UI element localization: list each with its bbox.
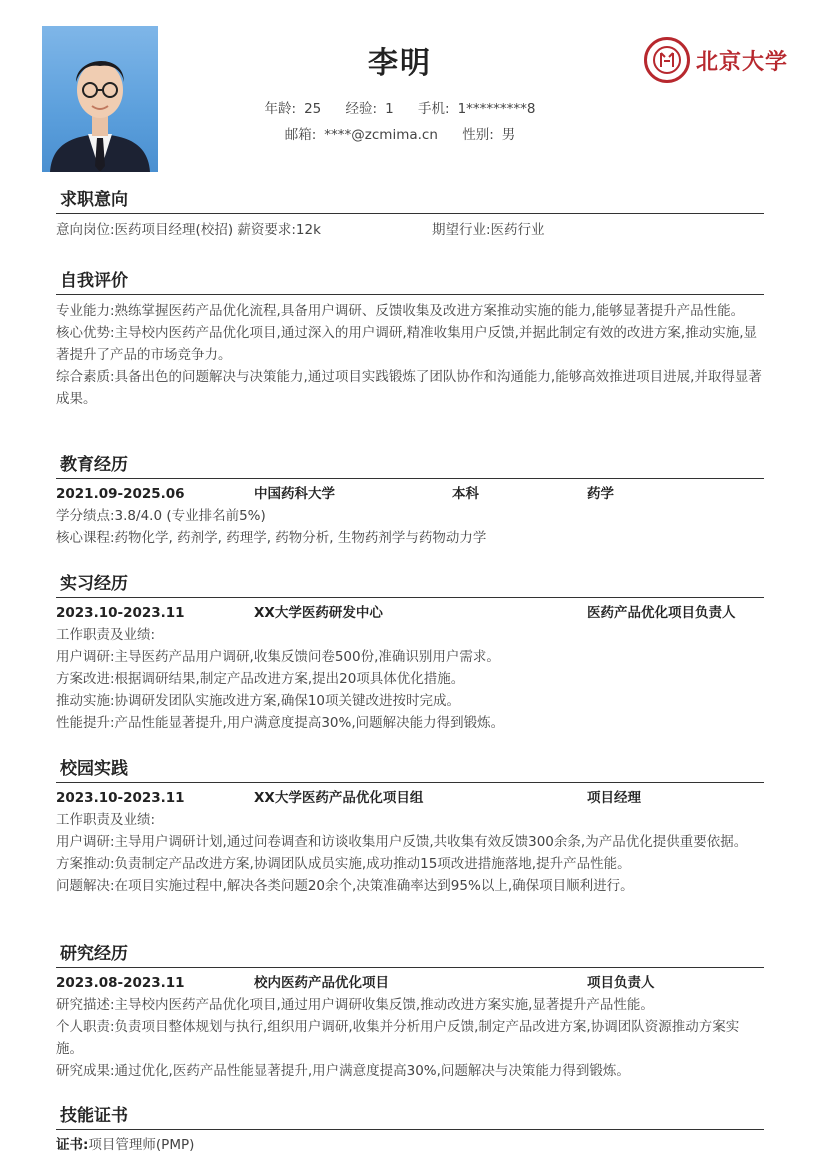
- university-logo: [644, 36, 794, 84]
- section-title: 技能证书: [60, 1106, 128, 1126]
- section-divider: [56, 213, 764, 214]
- campus-item: 问题解决:在项目实施过程中,解决各类问题20余个,决策准确率达到95%以上,确保项目顺利进行。: [56, 878, 634, 894]
- university-logo-text: 北京大学: [696, 48, 789, 75]
- section-divider: [56, 782, 764, 783]
- internship-role: 医药产品优化项目负责人: [587, 605, 736, 621]
- research-header-row: [56, 972, 764, 994]
- section-title: 教育经历: [60, 455, 128, 475]
- internship-header-row: [56, 602, 764, 624]
- intent-industry: 期望行业:医药行业: [432, 222, 545, 238]
- section-title: 自我评价: [60, 271, 128, 291]
- internship-item: 推动实施:协调研发团队实施改进方案,确保10项关键改进按时完成。: [56, 693, 461, 709]
- education-degree: 本科: [452, 486, 479, 502]
- education-header-row: [56, 483, 764, 505]
- internship-org: XX大学医药研发中心: [254, 605, 383, 621]
- section-campus-practice: [56, 757, 764, 897]
- section-divider: [56, 294, 764, 295]
- section-education: [56, 453, 764, 549]
- internship-item: 性能提升:产品性能显著提升,用户满意度提高30%,问题解决能力得到锻炼。: [56, 715, 505, 731]
- intent-position: 意向岗位:医药项目经理(校招) 薪资要求:12k: [56, 222, 321, 238]
- research-period: 2023.08-2023.11: [56, 975, 185, 991]
- education-item: 核心课程:药物化学, 药剂学, 药理学, 药物分析, 生物药剂学与药物动力学: [56, 530, 487, 546]
- section-skills: [56, 1104, 764, 1156]
- section-title: 实习经历: [60, 574, 128, 594]
- phone-field: 手机: 1*********8: [418, 101, 536, 117]
- education-school: 中国药科大学: [254, 486, 335, 502]
- contact-info-row: [0, 123, 800, 143]
- section-divider: [56, 478, 764, 479]
- campus-header-row: [56, 787, 764, 809]
- education-period: 2021.09-2025.06: [56, 486, 185, 502]
- internship-item: 工作职责及业绩:: [56, 627, 156, 643]
- self-eval-item: 综合素质:具备出色的问题解决与决策能力,通过项目实践锻炼了团队协作和沟通能力,能够高效推进项目进展,并取得显著成果。: [56, 369, 762, 407]
- self-eval-item: 核心优势:主导校内医药产品优化项目,通过深入的用户调研,精准收集用户反馈,并据此制定有效的改进方案,推动实施,显著提升了产品的市场竞争力。: [56, 325, 758, 363]
- section-divider: [56, 967, 764, 968]
- research-role: 项目负责人: [587, 975, 655, 991]
- campus-role: 项目经理: [587, 790, 641, 806]
- research-project: 校内医药产品优化项目: [254, 975, 389, 991]
- experience-field: 经验: 1: [345, 101, 394, 117]
- campus-item: 方案推动:负责制定产品改进方案,协调团队成员实施,成功推动15项改进措施落地,提升产品性能。: [56, 856, 631, 872]
- section-research: [56, 942, 764, 1082]
- email-field: 邮箱: ****@zcmima.cn: [284, 127, 438, 143]
- cert-label: 证书:: [56, 1137, 89, 1153]
- university-seal-icon: [644, 37, 690, 83]
- campus-period: 2023.10-2023.11: [56, 790, 185, 806]
- internship-item: 方案改进:根据调研结果,制定产品改进方案,提出20项具体优化措施。: [56, 671, 465, 687]
- research-item: 研究成果:通过优化,医药产品性能显著提升,用户满意度提高30%,问题解决与决策能力得到锻炼。: [56, 1063, 630, 1079]
- candidate-name: 李明: [368, 46, 432, 81]
- section-title: 求职意向: [60, 190, 128, 210]
- section-job-intent: [56, 188, 764, 241]
- campus-item: 用户调研:主导用户调研计划,通过问卷调查和访谈收集用户反馈,共收集有效反馈300余条,为产品优化提供重要依据。: [56, 834, 748, 850]
- section-title: 校园实践: [60, 759, 128, 779]
- research-item: 个人职责:负责项目整体规划与执行,组织用户调研,收集并分析用户反馈,制定产品改进方案,协调团队资源推动方案实施。: [56, 1019, 740, 1057]
- basic-info-row: [0, 97, 800, 117]
- self-eval-item: 专业能力:熟练掌握医药产品优化流程,具备用户调研、反馈收集及改进方案推动实施的能力,能够显著提升产品性能。: [56, 303, 745, 319]
- section-divider: [56, 1129, 764, 1130]
- gender-field: 性别: 男: [462, 127, 516, 143]
- cert-value: 项目管理师(PMP): [88, 1137, 195, 1153]
- section-divider: [56, 597, 764, 598]
- internship-item: 用户调研:主导医药产品用户调研,收集反馈问卷500份,准确识别用户需求。: [56, 649, 500, 665]
- campus-org: XX大学医药产品优化项目组: [254, 790, 424, 806]
- education-major: 药学: [587, 486, 614, 502]
- campus-item: 工作职责及业绩:: [56, 812, 156, 828]
- section-self-evaluation: [56, 269, 764, 410]
- age-field: 年龄: 25: [264, 101, 322, 117]
- internship-period: 2023.10-2023.11: [56, 605, 185, 621]
- research-item: 研究描述:主导校内医药产品优化项目,通过用户调研收集反馈,推动改进方案实施,显著提升产品性能。: [56, 997, 654, 1013]
- section-title: 研究经历: [60, 944, 128, 964]
- section-internship: [56, 572, 764, 734]
- education-item: 学分绩点:3.8/4.0 (专业排名前5%): [56, 508, 266, 524]
